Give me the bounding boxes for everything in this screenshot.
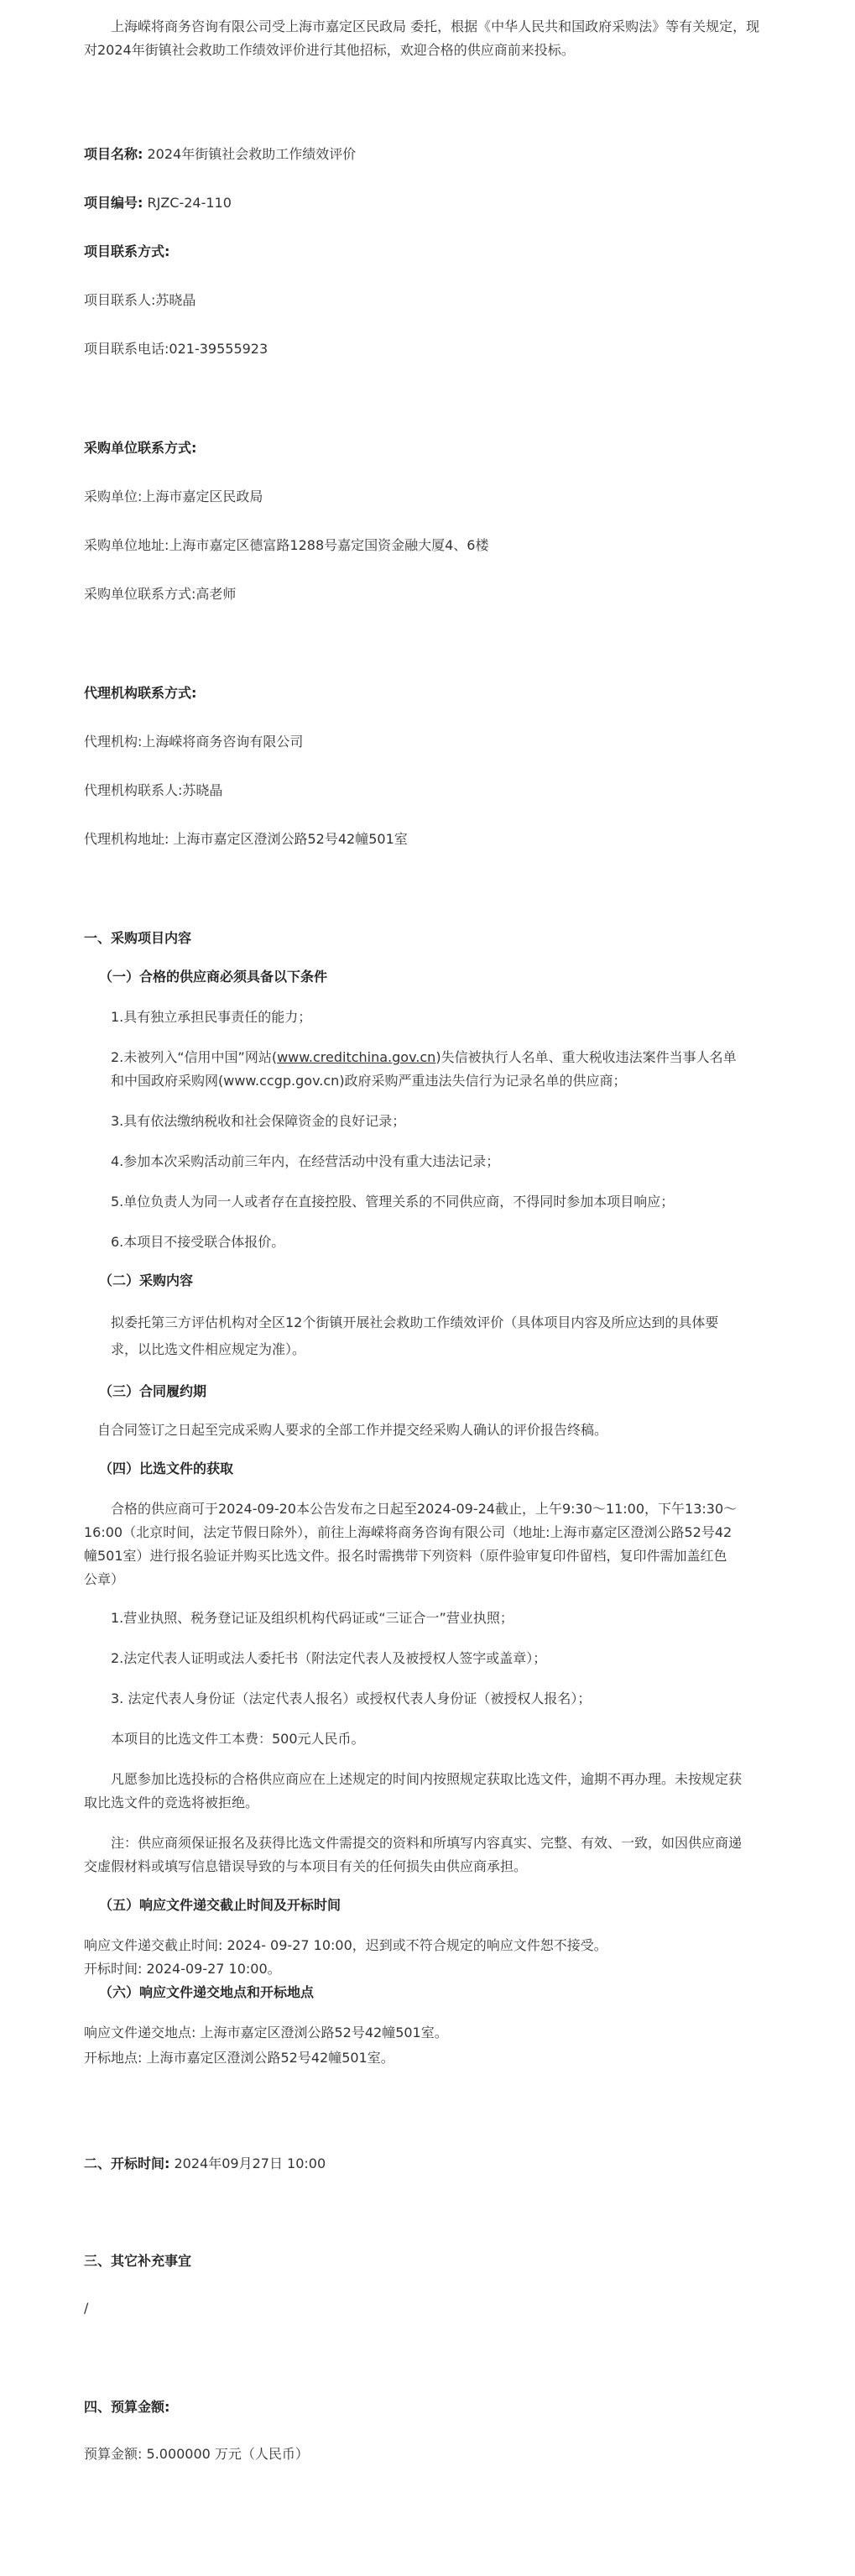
project-number-row [84,191,232,215]
agency-address-label: 代理机构地址: [84,831,169,847]
required-doc-3: 3. 法定代表人身份证（法定代表人报名）或授权代表人身份证（被授权人报名）； [111,1690,592,1706]
section3-value: / [84,2300,89,2316]
agency-name-value: 上海嵘将商务咨询有限公司 [142,734,304,750]
buyer-contact-row [84,583,236,606]
project-contact-phone-value: 021-39555923 [169,341,268,357]
section1-sub3-heading: （三）合同履约期 [99,1383,207,1399]
project-contact-phone-row [84,337,268,361]
obtain-line1: 合格的供应商可于2024-09-20本公告发布之日起至2024-09-24截止，上午9:30～11:00，下午13:30～ [111,1501,738,1517]
project-contact-person-label: 项目联系人: [84,292,156,308]
required-doc-1: 1.营业执照、税务登记证及组织机构代码证或“三证合一”营业执照； [111,1610,514,1626]
condition-2-suffix: )政府采购严重违法失信行为记录名单的供应商； [339,1073,627,1089]
condition-2-prefix: 2.未被列入“信用中国”网站( [111,1049,278,1065]
note-line2: 交虚假材料或填写信息错误导致的与本项目有关的任何损失由供应商承担。 [84,1858,528,1874]
project-number-value: RJZC-24-110 [147,195,232,211]
condition-2-line2 [111,1069,627,1093]
agency-contact-value: 苏晓晶 [182,782,223,798]
buyer-address-value: 上海市嘉定区德富路1288号嘉定国资金融大厦4、6楼 [169,537,489,553]
ccgp-link[interactable]: www.ccgp.gov.cn [223,1073,340,1089]
condition-4: 4.参加本次采购活动前三年内，在经营活动中没有重大违法记录； [111,1153,500,1169]
creditchina-link[interactable]: www.creditchina.gov.cn [277,1049,436,1065]
section2-row [84,2152,326,2176]
buyer-contact-label: 采购单位联系方式: [84,586,196,602]
buyer-unit-value: 上海市嘉定区民政局 [142,489,263,504]
submission-deadline: 响应文件递交截止时间: 2024- 09-27 10:00，迟到或不符合规定的响应文件恕不接受。 [84,1937,607,1953]
section4-heading: 四、预算金额: [84,2399,170,2415]
section1-sub5-heading: （五）响应文件递交截止时间及开标时间 [99,1897,341,1913]
section3-heading: 三、其它补充事宜 [84,2253,192,2269]
section2-heading: 二、开标时间: [84,2155,170,2171]
agency-contact-row [84,779,222,802]
intro-paragraph: 上海嵘将商务咨询有限公司受上海市嘉定区民政局 委托，根据《中华人民共和国政府采购法》等有关规定，现对2024年街镇社会救助工作绩效评价进行其他招标，欢迎合格的供应商前来投标。 [84,18,760,58]
section1-sub4-heading: （四）比选文件的获取 [99,1460,234,1476]
condition-2-line1 [111,1046,737,1069]
project-contact-heading: 项目联系方式: [84,243,170,259]
opening-place: 开标地点: 上海市嘉定区澄浏公路52号42幢501室。 [84,2050,394,2066]
condition-6: 6.本项目不接受联合体报价。 [111,1234,285,1250]
content-line1: 拟委托第三方评估机构对全区12个街镇开展社会救助工作绩效评价（具体项目内容及所应达到的具体要 [111,1314,719,1330]
reject-line1: 凡愿参加比选投标的合格供应商应在上述规定的时间内按照规定获取比选文件，逾期不再办理。未按规定获 [111,1771,743,1787]
project-contact-phone-label: 项目联系电话: [84,341,169,357]
budget-value: 5.000000 万元（人民币） [146,2446,309,2462]
section1-sub1-heading: （一）合格的供应商必须具备以下条件 [99,969,328,985]
budget-row [84,2443,309,2466]
required-doc-2: 2.法定代表人证明或法人委托书（附法定代表人及被授权人签字或盖章）； [111,1650,547,1666]
condition-5: 5.单位负责人为同一人或者存在直接控股、管理关系的不同供应商，不得同时参加本项目响应； [111,1194,675,1210]
condition-3: 3.具有依法缴纳税收和社会保障资金的良好记录； [111,1113,406,1129]
obtain-line3: 幢501室）进行报名验证并购买比选文件。报名时需携带下列资料（原件验审复印件留档，复印件需加盖红色 [84,1548,727,1564]
section1-sub2-heading: （二）采购内容 [99,1272,194,1288]
agency-address-row [84,828,408,851]
section1-sub6-heading: （六）响应文件递交地点和开标地点 [99,1984,315,2000]
agency-heading: 代理机构联系方式: [84,685,197,701]
project-name-label: 项目名称: [84,146,143,162]
obtain-line4: 公章） [84,1571,125,1587]
agency-name-row [84,730,303,754]
condition-1: 1.具有独立承担民事责任的能力； [111,1009,312,1025]
project-name-value: 2024年街镇社会救助工作绩效评价 [147,146,357,162]
buyer-heading: 采购单位联系方式: [84,440,197,456]
document-fee: 本项目的比选文件工本费：500元人民币。 [111,1731,365,1747]
reject-line2: 取比选文件的竞选将被拒绝。 [84,1795,259,1811]
obtain-line2: 16:00（北京时间，法定节假日除外），前往上海嵘将商务咨询有限公司（地址:上海市嘉定区澄浏公路52号42 [84,1524,732,1540]
project-contact-person-value: 苏晓晶 [155,292,196,308]
opening-date-value: 2024年09月27日 10:00 [174,2155,326,2171]
agency-address-value: 上海市嘉定区澄浏公路52号42幢501室 [173,831,408,847]
condition-2-middle: )失信被执行人名单、重大税收违法案件当事人名单 [435,1049,737,1065]
project-number-label: 项目编号: [84,195,143,211]
budget-label: 预算金额: [84,2446,143,2462]
buyer-contact-value: 高老师 [196,586,237,602]
content-line2: 求，以比选文件相应规定为准）。 [111,1341,306,1357]
buyer-address-label: 采购单位地址: [84,537,169,553]
buyer-unit-row [84,485,263,509]
contract-period: 自合同签订之日起至完成采购人要求的全部工作并提交经采购人确认的评价报告终稿。 [97,1422,608,1438]
buyer-address-row [84,534,489,557]
section1-heading: 一、采购项目内容 [84,930,192,946]
submission-place: 响应文件递交地点: 上海市嘉定区澄浏公路52号42幢501室。 [84,2025,448,2040]
agency-contact-label: 代理机构联系人: [84,782,183,798]
condition-2-line2-prefix: 和中国政府采购网( [111,1073,224,1089]
project-contact-person-row [84,289,196,312]
project-name-row [84,143,356,166]
opening-time: 开标时间: 2024-09-27 10:00。 [84,1961,281,1977]
agency-name-label: 代理机构: [84,734,143,750]
note-line1: 注：供应商须保证报名及获得比选文件需提交的资料和所填写内容真实、完整、有效、一致，如因供应商递 [111,1835,743,1851]
buyer-unit-label: 采购单位: [84,489,143,504]
